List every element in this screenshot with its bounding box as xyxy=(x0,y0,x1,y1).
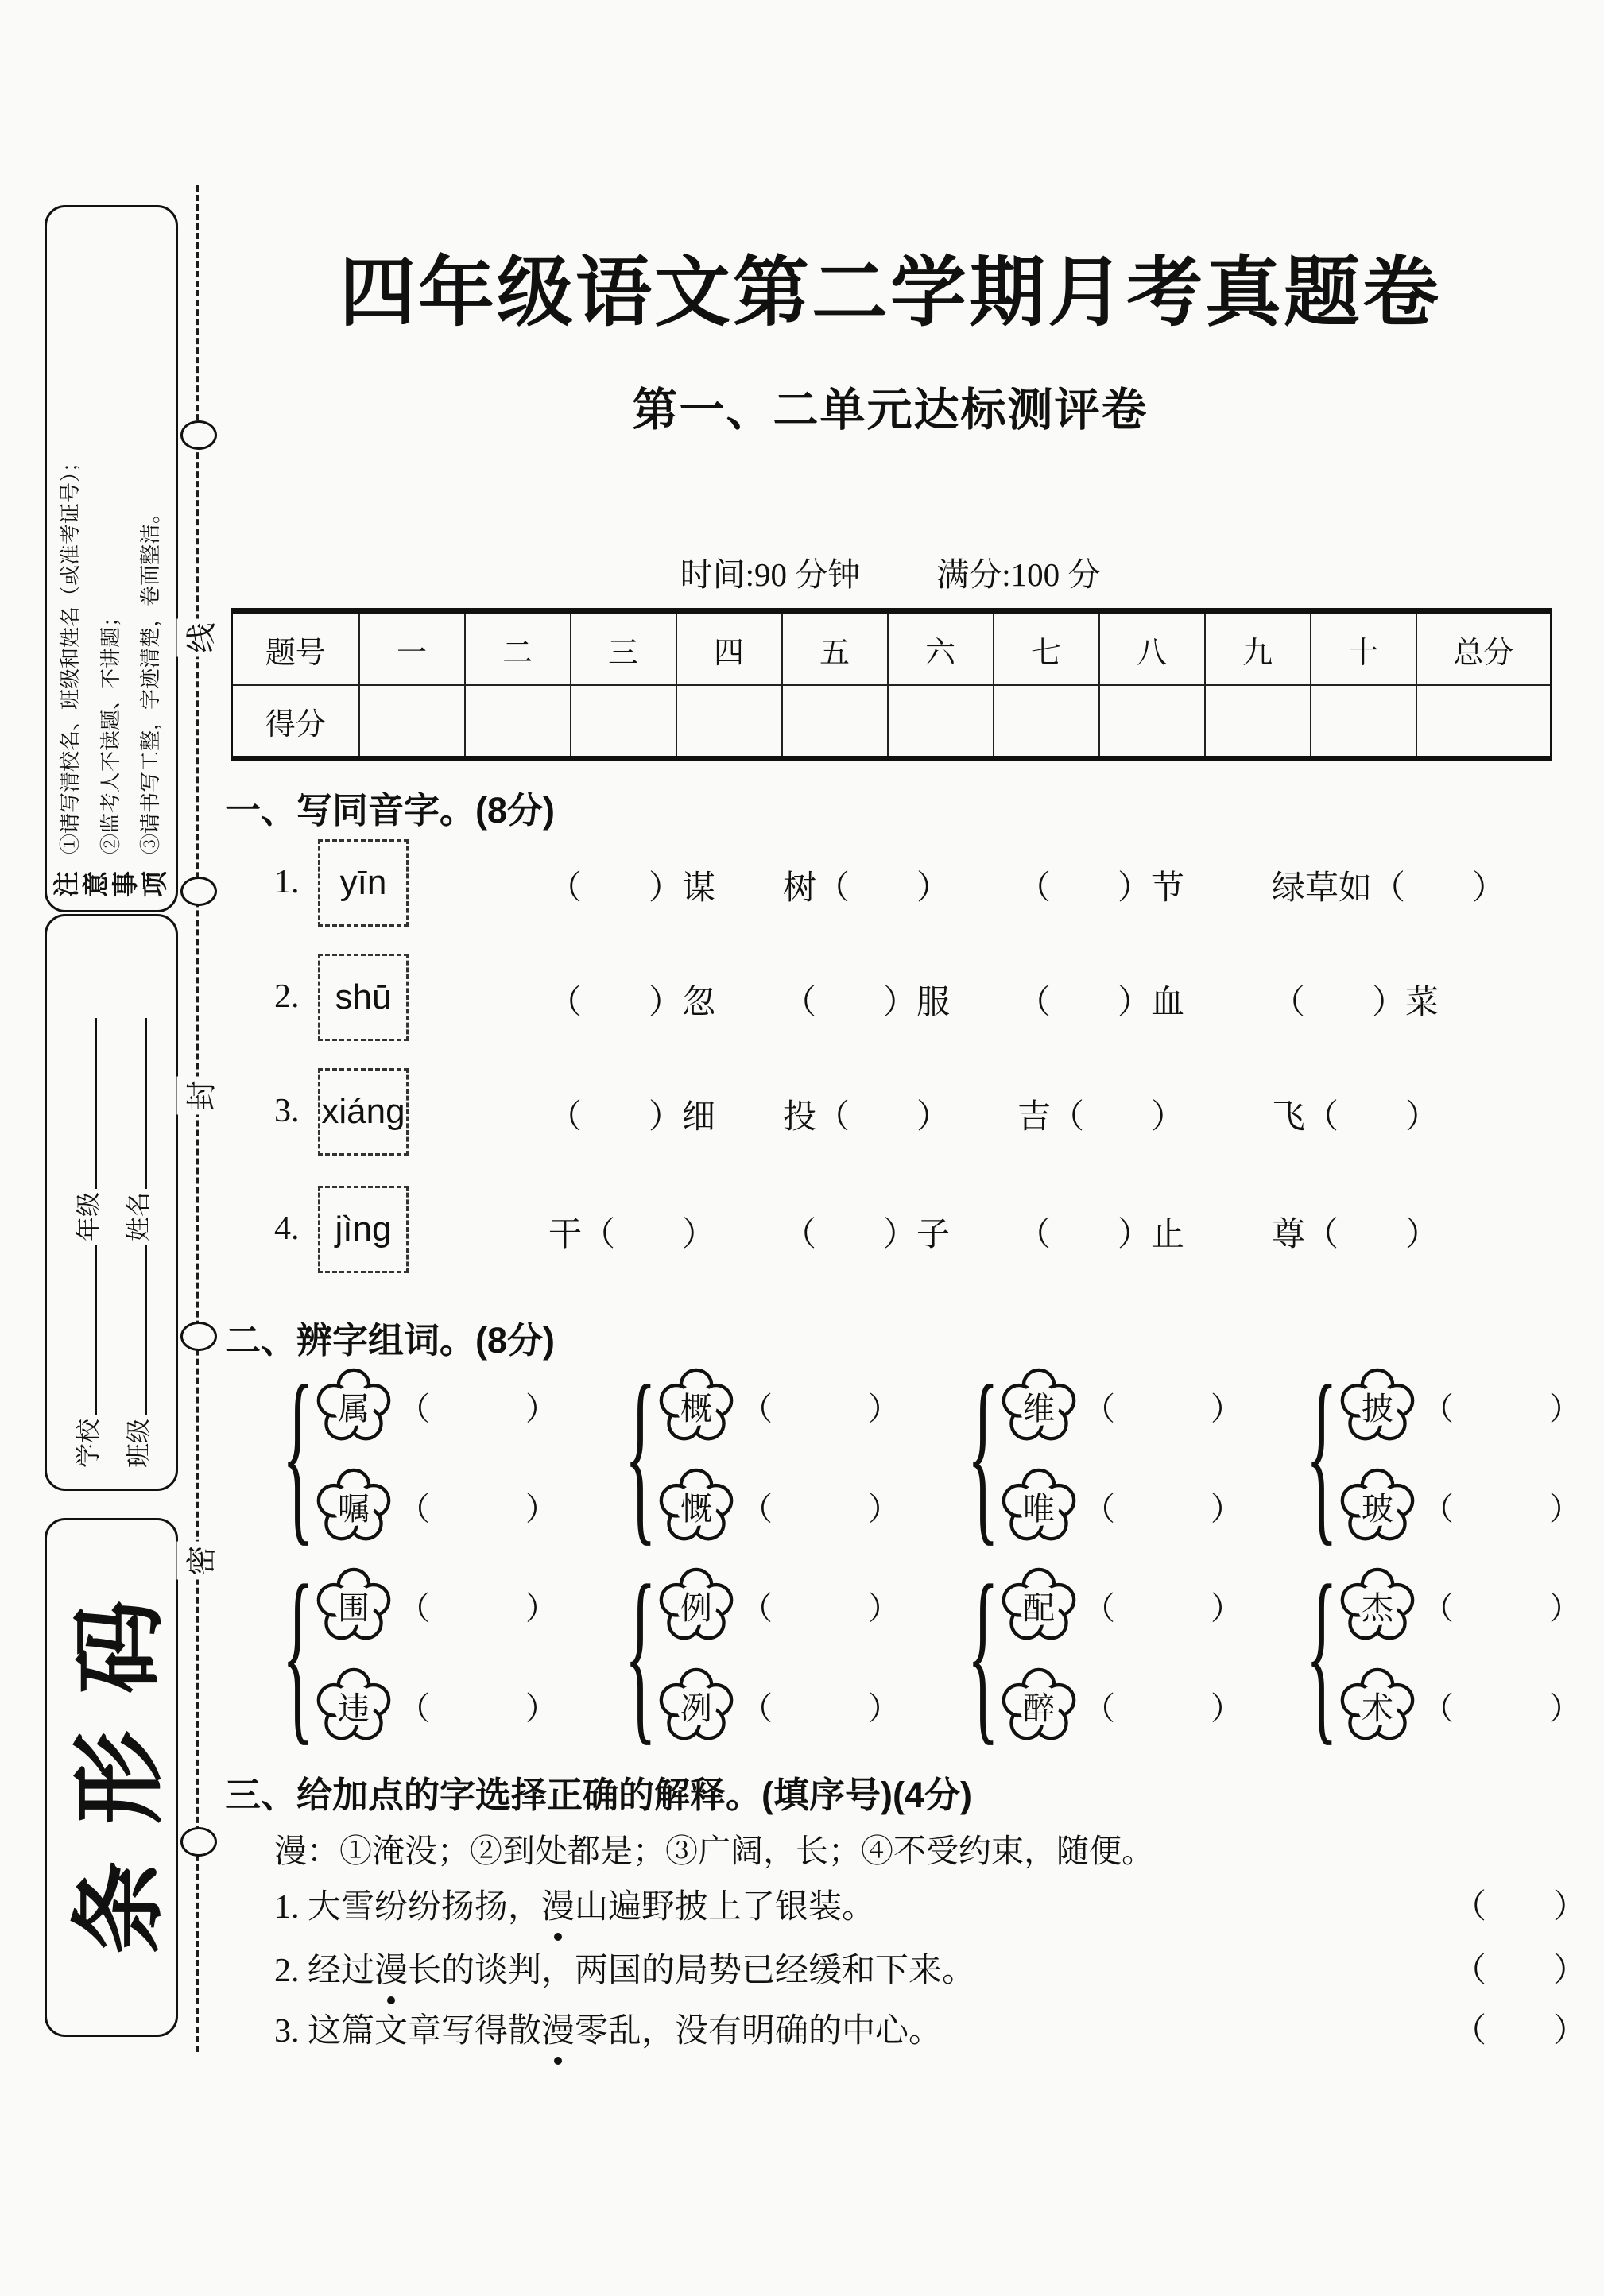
definition-line: 漫：①淹没；②到处都是；③广阔，长；④不受约束，随便。 xyxy=(274,1833,1154,1869)
seal-char-xian: 线 xyxy=(177,619,221,657)
word-blank: （ ） xyxy=(1422,1390,1581,1427)
homophone-row-1 xyxy=(0,839,1604,928)
flower-char: 概 xyxy=(680,1390,712,1427)
col-header: 三 xyxy=(571,611,676,685)
notice-lines xyxy=(51,217,172,854)
section1-heading: 一、写同音字。(8分) xyxy=(225,790,555,831)
score-table-header-row xyxy=(232,611,1552,685)
time-limit: 时间:90 分钟 xyxy=(680,556,861,593)
flower-char: 违 xyxy=(338,1690,370,1726)
flower-char: 玻 xyxy=(1362,1490,1393,1527)
pinyin-box: yīn xyxy=(318,839,409,927)
exam-info-line xyxy=(231,548,1550,595)
row-number: 4. xyxy=(274,1210,300,1247)
flower-shape xyxy=(1001,1468,1077,1544)
score-cell xyxy=(571,685,676,759)
notice-line-1: ①请写清校名、班级和姓名（或准考证号）； xyxy=(58,451,82,854)
word-blank: （ ） xyxy=(398,1690,557,1726)
answer-paren: （ ） xyxy=(1453,2013,1587,2050)
score-cell xyxy=(1099,685,1205,759)
col-header-total: 总分 xyxy=(1416,611,1552,685)
flower-shape xyxy=(1001,1368,1077,1444)
flower-char: 杰 xyxy=(1362,1589,1393,1626)
flower-char: 围 xyxy=(338,1589,370,1626)
dotted-char: 漫 xyxy=(374,1944,408,1992)
section3-heading: 三、给加点的字选择正确的解释。(填序号)(4分) xyxy=(225,1775,972,1815)
answer-slot: （ ）血 xyxy=(1017,985,1185,1021)
answer-slot: （ ）忽 xyxy=(548,985,716,1021)
answer-slot: （ ）谋 xyxy=(548,870,716,907)
flower-shape xyxy=(316,1667,392,1744)
brace-icon: { xyxy=(967,1345,1000,1562)
flower-shape xyxy=(658,1468,734,1544)
grade-label: 年级 xyxy=(75,1192,103,1241)
word-pair-group xyxy=(623,1345,900,1562)
seal-char-feng: 封 xyxy=(177,1077,221,1115)
flower-item xyxy=(1001,1667,1242,1744)
col-header: 四 xyxy=(676,611,782,685)
word-blank: （ ） xyxy=(1083,1390,1242,1427)
notice-box-label: 注意事项 xyxy=(52,871,169,897)
flower-item xyxy=(658,1468,900,1544)
flower-shape xyxy=(658,1567,734,1644)
question-text: 2. 经过漫长的谈判，两国的局势已经缓和下来。 xyxy=(274,1944,975,1992)
word-blank: （ ） xyxy=(741,1589,900,1626)
flower-item xyxy=(658,1368,900,1444)
word-pair-group xyxy=(623,1544,900,1762)
word-blank: （ ） xyxy=(1083,1490,1242,1527)
section2-heading: 二、辨字组词。(8分) xyxy=(225,1320,555,1361)
flower-item xyxy=(658,1567,900,1644)
word-pair-group xyxy=(1304,1345,1581,1562)
score-cell-total xyxy=(1416,685,1552,759)
punch-circle-3 xyxy=(180,1322,217,1351)
answer-slot: 飞（ ） xyxy=(1272,1099,1439,1136)
word-pair-group xyxy=(1304,1544,1581,1762)
flower-char: 例 xyxy=(680,1589,712,1626)
flower-item xyxy=(1001,1567,1242,1644)
score-cell xyxy=(782,685,888,759)
class-label: 班级 xyxy=(124,1419,153,1468)
row-number: 3. xyxy=(274,1093,300,1129)
answer-slot: 吉（ ） xyxy=(1017,1099,1185,1136)
flower-char: 配 xyxy=(1023,1589,1055,1626)
word-blank: （ ） xyxy=(1083,1690,1242,1726)
flower-char: 披 xyxy=(1362,1390,1393,1427)
flower-item xyxy=(1339,1667,1581,1744)
answer-paren: （ ） xyxy=(1453,1953,1587,1989)
word-blank: （ ） xyxy=(398,1589,557,1626)
col-header: 一 xyxy=(359,611,465,685)
flower-char: 冽 xyxy=(680,1690,712,1726)
dotted-char: 漫 xyxy=(541,1880,575,1928)
answer-slot: （ ）细 xyxy=(548,1099,716,1136)
brace-icon: { xyxy=(624,1345,657,1562)
pinyin-box: jìng xyxy=(318,1186,409,1273)
flower-shape xyxy=(658,1667,734,1744)
answer-slot: （ ）菜 xyxy=(1272,985,1439,1021)
brace-icon: { xyxy=(281,1544,315,1762)
flower-item xyxy=(1339,1368,1581,1444)
word-blank: （ ） xyxy=(1422,1589,1581,1626)
word-blank: （ ） xyxy=(398,1490,557,1527)
dotted-char: 漫 xyxy=(541,2004,575,2052)
flower-char: 维 xyxy=(1023,1390,1055,1427)
col-header: 二 xyxy=(465,611,571,685)
flower-shape xyxy=(1339,1567,1416,1644)
seal-char-mi: 密 xyxy=(177,1542,221,1580)
word-blank: （ ） xyxy=(741,1690,900,1726)
flower-item xyxy=(1339,1468,1581,1544)
col-header: 六 xyxy=(888,611,994,685)
school-label: 学校 xyxy=(75,1419,103,1468)
question-text: 1. 大雪纷纷扬扬，漫山遍野披上了银装。 xyxy=(274,1880,875,1928)
flower-char: 属 xyxy=(338,1390,370,1427)
brace-icon: { xyxy=(967,1544,1000,1762)
answer-slot: 投（ ） xyxy=(783,1099,951,1136)
score-label: 得分 xyxy=(232,685,359,759)
flower-char: 术 xyxy=(1362,1690,1393,1726)
flower-item xyxy=(1339,1567,1581,1644)
flower-shape xyxy=(316,1368,392,1444)
exam-subtitle: 第一、二单元达标测评卷 xyxy=(632,385,1149,436)
flower-item xyxy=(658,1667,900,1744)
answer-slot: （ ）子 xyxy=(783,1217,951,1253)
col-header: 十 xyxy=(1311,611,1416,685)
score-cell xyxy=(359,685,465,759)
brace-icon: { xyxy=(281,1345,315,1562)
flower-shape xyxy=(1339,1667,1416,1744)
homophone-row-4 xyxy=(0,1186,1604,1275)
exam-title: 四年级语文第二学期月考真题卷 xyxy=(339,250,1441,335)
score-table xyxy=(231,608,1552,761)
score-cell xyxy=(994,685,1099,759)
flower-item xyxy=(316,1368,557,1444)
flower-shape xyxy=(1001,1567,1077,1644)
score-cell xyxy=(888,685,994,759)
flower-char: 唯 xyxy=(1023,1490,1055,1527)
word-blank: （ ） xyxy=(1422,1690,1581,1726)
notice-box xyxy=(45,205,178,912)
pinyin-box: xiáng xyxy=(318,1068,409,1156)
answer-slot: 树（ ） xyxy=(783,870,951,907)
barcode-box xyxy=(45,1518,178,2037)
score-cell xyxy=(1205,685,1311,759)
answer-slot: （ ）节 xyxy=(1017,870,1185,907)
flower-item xyxy=(316,1667,557,1744)
word-pair-group xyxy=(281,1544,557,1762)
flower-item xyxy=(1001,1368,1242,1444)
flower-item xyxy=(1001,1468,1242,1544)
answer-slot: （ ）服 xyxy=(783,985,951,1021)
flower-char: 醉 xyxy=(1023,1690,1055,1726)
word-blank: （ ） xyxy=(741,1390,900,1427)
word-blank: （ ） xyxy=(741,1490,900,1527)
score-table-score-row xyxy=(232,685,1552,759)
word-blank: （ ） xyxy=(1422,1490,1581,1527)
brace-icon: { xyxy=(624,1544,657,1762)
full-score: 满分:100 分 xyxy=(936,556,1101,593)
name-label: 姓名 xyxy=(124,1192,153,1241)
word-blank: （ ） xyxy=(1083,1589,1242,1626)
score-cell xyxy=(465,685,571,759)
flower-item xyxy=(316,1468,557,1544)
flower-shape xyxy=(1339,1368,1416,1444)
notice-line-3: ③请书写工整，字迹清楚，卷面整洁。 xyxy=(139,502,163,854)
flower-shape xyxy=(316,1567,392,1644)
answer-paren: （ ） xyxy=(1453,1889,1587,1926)
flower-char: 嘱 xyxy=(338,1490,370,1527)
word-blank: （ ） xyxy=(398,1390,557,1427)
row-number: 2. xyxy=(274,978,300,1015)
flower-shape xyxy=(1339,1468,1416,1544)
word-pair-group xyxy=(966,1544,1242,1762)
col-header: 八 xyxy=(1099,611,1205,685)
col-header: 九 xyxy=(1205,611,1311,685)
col-header: 七 xyxy=(994,611,1099,685)
answer-slot: 干（ ） xyxy=(548,1217,716,1253)
score-cell xyxy=(676,685,782,759)
flower-shape xyxy=(316,1468,392,1544)
homophone-row-3 xyxy=(0,1068,1604,1157)
answer-slot: 尊（ ） xyxy=(1272,1217,1439,1253)
punch-circle-4 xyxy=(180,1827,217,1857)
answer-slot: （ ）止 xyxy=(1017,1217,1185,1253)
homophone-row-2 xyxy=(0,954,1604,1043)
answer-slot: 绿草如（ ） xyxy=(1272,870,1506,907)
notice-line-2: ②监考人不读题、不讲题； xyxy=(99,606,122,854)
flower-char: 慨 xyxy=(680,1490,712,1527)
score-cell xyxy=(1311,685,1416,759)
brace-icon: { xyxy=(1305,1544,1339,1762)
word-pair-group xyxy=(966,1345,1242,1562)
pinyin-box: shū xyxy=(318,954,409,1041)
col-header: 五 xyxy=(782,611,888,685)
flower-item xyxy=(316,1567,557,1644)
question-text: 3. 这篇文章写得散漫零乱，没有明确的中心。 xyxy=(274,2004,942,2052)
barcode-label: 条形码 xyxy=(68,1563,172,1955)
punch-circle-1 xyxy=(180,420,217,450)
brace-icon: { xyxy=(1305,1345,1339,1562)
flower-shape xyxy=(1001,1667,1077,1744)
word-pair-group xyxy=(281,1345,557,1562)
question-number-label: 题号 xyxy=(232,611,359,685)
flower-shape xyxy=(658,1368,734,1444)
row-number: 1. xyxy=(274,864,300,900)
